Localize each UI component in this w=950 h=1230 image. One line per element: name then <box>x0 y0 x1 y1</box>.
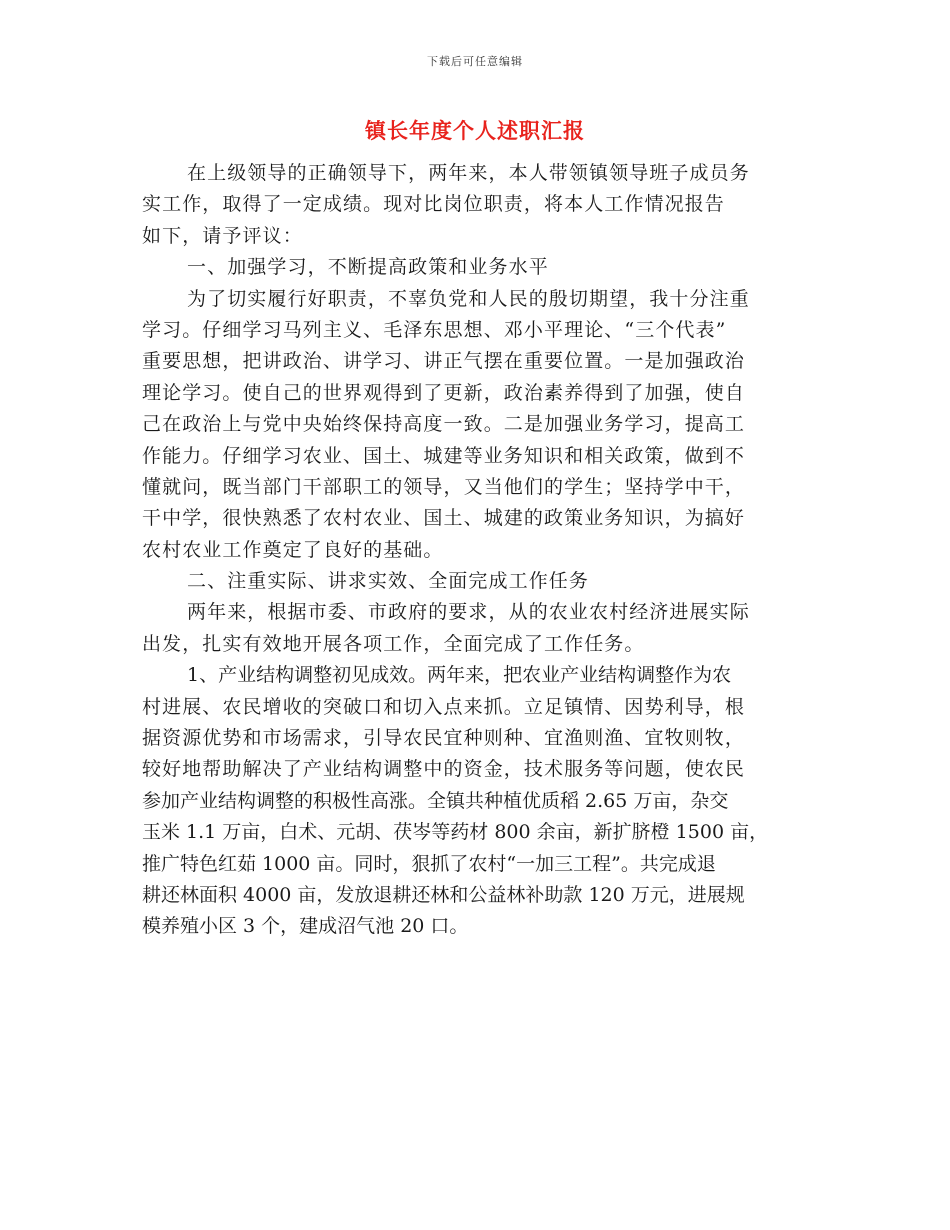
body-text-line: 干中学，很快熟悉了农村农业、国土、城建的政策业务知识，为搞好 <box>142 507 746 530</box>
document-body <box>142 158 808 943</box>
body-text-line: 学习。仔细学习马列主义、毛泽东思想、邓小平理论、“三个代表” <box>142 318 727 341</box>
body-text-line: 实工作，取得了一定成绩。现对比岗位职责，将本人工作情况报告 <box>142 193 725 216</box>
body-text-line: 两年来，根据市委、市政府的要求，从的农业农村经济进展实际 <box>187 601 750 624</box>
body-text-line: 己在政治上与党中央始终保持高度一致。二是加强业务学习，提高工 <box>142 413 746 436</box>
header-note: 下载后可任意编辑 <box>427 55 523 68</box>
body-text-line: 模养殖小区 3 个，建成沼气池 20 口。 <box>142 915 469 938</box>
body-text-line: 懂就问，既当部门干部职工的领导，又当他们的学生；坚持学中干， <box>142 475 746 498</box>
body-text-line: 参加产业结构调整的积极性高涨。全镇共种植优质稻 2.65 万亩，杂交 <box>142 789 729 812</box>
body-text-line: 如下，请予评议： <box>142 224 303 247</box>
body-text-line: 作能力。仔细学习农业、国土、城建等业务知识和相关政策，做到不 <box>142 444 746 467</box>
document-title: 镇长年度个人述职汇报 <box>365 119 585 143</box>
body-text-line: 农村农业工作奠定了良好的基础。 <box>142 538 444 561</box>
body-text-line: 玉米 1.1 万亩，白术、元胡、茯岑等药材 800 余亩，新扩脐橙 1500 亩， <box>142 821 769 844</box>
body-text-line: 据资源优势和市场需求，引导农民宜种则种、宜渔则渔、宜牧则牧， <box>142 727 746 750</box>
body-text-line: 在上级领导的正确领导下，两年来，本人带领镇领导班子成员务 <box>187 162 750 184</box>
body-text-line: 为了切实履行好职责，不辜负党和人民的殷切期望，我十分注重 <box>187 287 750 310</box>
body-text-line: 出发，扎实有效地开展各项工作，全面完成了工作任务。 <box>142 632 645 655</box>
body-text-line: 1、产业结构调整初见成效。两年来，把农业产业结构调整作为农 <box>187 664 732 687</box>
body-text-line: 耕还林面积 4000 亩，发放退耕还林和公益林补助款 120 万元，进展规 <box>142 883 745 906</box>
body-text-line: 较好地帮助解决了产业结构调整中的资金，技术服务等问题，使农民 <box>142 758 746 781</box>
body-text-line: 重要思想，把讲政治、讲学习、讲正气摆在重要位置。一是加强政治 <box>142 350 746 373</box>
body-text-line: 二、注重实际、讲求实效、全面完成工作任务 <box>187 570 590 593</box>
body-text-line: 一、加强学习，不断提高政策和业务水平 <box>187 256 549 279</box>
body-text-line: 推广特色红茹 1000 亩。同时，狠抓了农村“一加三工程”。共完成退 <box>142 852 716 875</box>
body-text-line: 理论学习。使自己的世界观得到了更新，政治素养得到了加强，使自 <box>142 381 746 404</box>
body-text-line: 村进展、农民增收的突破口和切入点来抓。立足镇情、因势利导，根 <box>142 695 746 718</box>
